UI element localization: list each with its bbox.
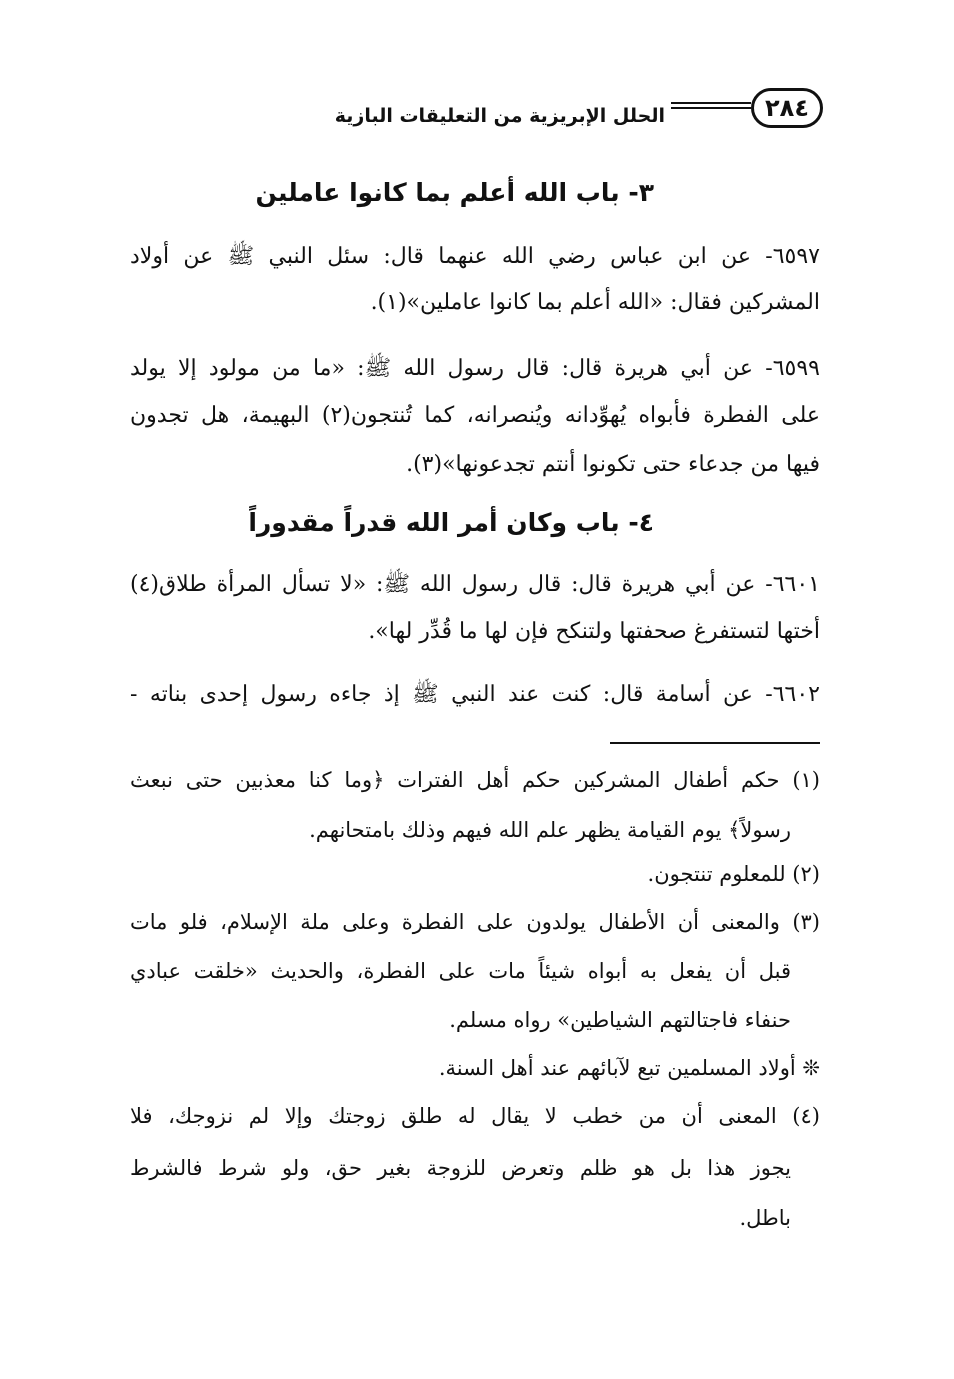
footnote-2: (٢) للمعلوم تنتجون. xyxy=(647,862,820,886)
hadith-6599-line-1: ٦٥٩٩- عن أبي هريرة قال: قال رسول الله ﷺ: «ما من مولود إلا يولد xyxy=(130,356,820,381)
page-header xyxy=(108,88,823,138)
footnote-separator xyxy=(610,742,820,744)
footnote-1-line-2: رسولاً﴾ يوم القيامة يظهر علم الله فيهم وذلك بامتحانهم. xyxy=(309,818,791,842)
footnote-4-line-2: يجوز هذا بل هو ظلم وتعرض للزوجة بغير حق، ولو شرط فالشرط xyxy=(130,1156,791,1180)
footnote-3-line-1: (٣) والمعنى أن الأطفال يولدون على الفطرة وعلى ملة الإسلام، فلو مات xyxy=(130,910,820,934)
chapter-heading-3: ٣- باب الله أعلم بما كانوا عاملين xyxy=(255,178,654,207)
running-title: الحلل الإبريزية من التعليقات البازية xyxy=(334,105,665,127)
footnote-4-line-3: باطل. xyxy=(739,1206,791,1230)
footnote-3-line-2: قبل أن يفعل به أبواه شيئاً مات على الفطرة، والحديث «خلقت عبادي xyxy=(130,959,791,983)
footnote-4-line-1: (٤) المعنى أن من خطب لا يقال له طلق زوجتك وإلا لم نزوجك، فلا xyxy=(130,1104,820,1128)
hadith-6597-line-1: ٦٥٩٧- عن ابن عباس رضي الله عنهما قال: سئل النبي ﷺ عن أولاد xyxy=(130,244,820,269)
hadith-6599-line-3: فيها من جدعاء حتى تكونوا أنتم تجدعونها»(٣). xyxy=(406,452,820,477)
hadith-6602-line-1: ٦٦٠٢- عن أسامة قال: كنت عند النبي ﷺ إذ جاءه رسول إحدى بناته - xyxy=(130,682,820,707)
page-number: ٢٨٤ xyxy=(751,88,823,128)
hadith-6601-line-1: ٦٦٠١- عن أبي هريرة قال: قال رسول الله ﷺ: «لا تسأل المرأة طلاق(٤) xyxy=(130,572,820,597)
hadith-6599-line-2: على الفطرة فأبواه يُهوِّدانه ويُنصرانه، كما تُنتجون(٢) البهيمة، هل تجدون xyxy=(130,403,821,428)
footnote-1-line-1: (١) حكم أطفال المشركين حكم أهل الفترات ﴿وما كنا معذبين حتى نبعث xyxy=(130,768,820,792)
header-rule xyxy=(671,102,751,109)
hadith-6597-line-2: المشركين فقال: «الله أعلم بما كانوا عاملين»(١). xyxy=(370,290,820,315)
chapter-heading-4: ٤- باب وكان أمر الله قدراً مقدوراً xyxy=(248,508,654,537)
hadith-6601-line-2: أختها لتستفرغ صحفتها ولتنكح فإن لها ما قُدِّر لها». xyxy=(368,619,820,644)
footnote-3-line-3: حنفاء فاجتالتهم الشياطين» رواه مسلم. xyxy=(449,1008,791,1032)
footnote-star: ❊ أولاد المسلمين تبع لآبائهم عند أهل السنة. xyxy=(438,1056,820,1080)
